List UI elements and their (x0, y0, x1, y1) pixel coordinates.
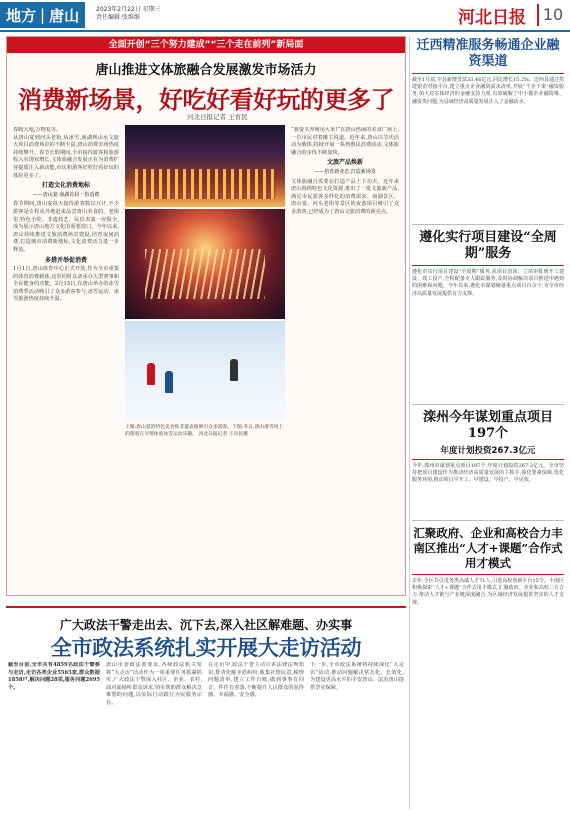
divider (412, 404, 564, 405)
page-header (0, 0, 570, 36)
newspaper-logo: 河北日报 (458, 8, 526, 28)
story-headline: 滦州今年谋划重点项目197个 (422, 410, 553, 441)
bottom-kicker: 广大政法干警走出去、沉下去,深入社区解难题、办实事 (59, 618, 353, 632)
story-rule (412, 459, 564, 460)
body-paragraph: 在走访中,政法干警主动宣讲法律法规知识,排查化解矛盾纠纷,收集社情民意,梳理问题清单,建立工作台账,做到事事有回音、件件有着落,不断提升人民群众的获得感、幸福感、安全感。 (208, 662, 304, 699)
right-story-2 (412, 230, 564, 400)
story-headline: 迁西精准服务畅通企业融资渠道 (416, 38, 560, 69)
bottom-column-3 (208, 662, 304, 810)
issue-editor: 责任编辑:张维维 (96, 14, 141, 21)
sub-heading: 打造文化消费地标 (41, 182, 90, 190)
section-separator: | (40, 6, 46, 24)
story-body: 去年,全区共引进各类高端人才71人,引进高校创新平台15个。丰南区积极探索“人才+课题”合作式用才模式,汇聚政府、企业和高校三方合力,推动人才链与产业链深度融合,为区域经济发展提供坚实的人才支撑。 (412, 578, 564, 606)
right-story-4 (412, 526, 564, 810)
section-tab (0, 2, 85, 28)
column-divider (409, 36, 410, 810)
lead-paragraph: 截至目前,全市共有4859名政法干警参与走访,走访各类企业5565家,群众数据1858户,解决问题28项,服务问题2695个。 (8, 662, 100, 691)
story-headline: 汇聚政府、企业和高校合力丰南区推出“人才+课题”合作式用才模式 (413, 526, 563, 570)
sub-heading: 多措并举促消费 (44, 256, 87, 264)
divider (412, 520, 564, 521)
photo-ski-slope (125, 321, 285, 421)
body-paragraph: 春节期间,唐山宴每天接待游客数以万计,不少游客是专程从外地赶来品尝唐山美食的。老街里,特色小吃、非遗技艺、民俗表演一应俱全,成为展示唐山地方文化的重要窗口。今年以来,唐山持续推进文旅消费场景建设,培育夜间消费,打造城市消费新地标,文化消费活力进一步释放。 (13, 201, 119, 253)
body-paragraph: 从唐山宴到河头老街,从冰雪,南湖到山水文旅大项目消费场景的不断丰富,唐山消费市场热度持续攀升。春节长假期间,全市接待游客和旅游收入实现双增长,文体旅融合发展正在为消费扩容提质注入新动能,市民和游客好吃好看好玩的体验更多了。 (13, 134, 119, 179)
skier-figure (230, 359, 238, 381)
story-subheadline: 年度计划投资267.3亿元 (440, 446, 536, 456)
bottom-headline: 全市政法系统扎实开展大走访活动 (50, 636, 362, 660)
sub-heading: 文旅产品焕新 (326, 159, 363, 167)
body-paragraph: “我要买养殖用大米!”在唐山热闹的美食广场上,一位市民对着摊主说道。近年来,唐山以节庆活动为载体,持续开展一系列惠民消费活动,文体旅融合的步伐不断加快。 (291, 127, 399, 156)
bottom-column-2 (106, 662, 202, 810)
main-kicker: 唐山推进文体旅融合发展激发市场活力 (95, 63, 317, 78)
sub-heading-note: ——唐山宴·南湖首屈一指消费 (32, 191, 100, 198)
story-body: 今年,滦州市谋划重点项目197个,年度计划投资267.3亿元。全市坚持把项目建设作为推动经济高质量发展的主抓手,强化要素保障,优化服务环境,推动项目早开工、早建设、早投产、早见效。 (412, 463, 564, 484)
body-paragraph: 下一步,全市政法系统将持续深化“大走访”活动,推动问题解决常态化、长效化,为建设更高水平的平安唐山、法治唐山提供坚实保障。 (310, 662, 404, 691)
bottom-column-4 (310, 662, 404, 810)
main-headline: 消费新场景，好吃好看好玩的更多了 (18, 86, 394, 114)
page-number: 10 (537, 4, 567, 26)
story-rule (412, 265, 564, 266)
bottom-story-rule (6, 606, 406, 608)
photo-food-street (125, 125, 285, 207)
main-byline: 河北日报记者 王育民 (187, 113, 248, 121)
main-article (6, 36, 406, 596)
story-rule (412, 574, 564, 575)
section-label: 地方 (6, 6, 37, 25)
skier-figure (165, 371, 173, 393)
photo-caption: 上图:唐山宴的特色美食和非遗表演吸引众多游客。下图:冬日,唐山滑雪场上的游客在尽情体验冰雪运动乐趣。 河北日报记者 王育民摄 (125, 425, 284, 437)
photo-block (125, 125, 285, 440)
skier-figure (147, 363, 155, 385)
right-story-1 (412, 38, 564, 218)
body-paragraph: 文体旅融合需要在打造产品上下功夫。近年来唐山围绕特色文化资源,推出了一批文旅新产品,满足市民游客多样化的消费需求。南湖景区、唐山宴、河头老街等景区的夜游项目吸引了众多游客,已经成为了唐山文旅消费的新亮点。 (291, 178, 399, 215)
issue-date: 2023年2月22日 星期三 (96, 6, 161, 13)
header-rule (0, 30, 570, 32)
divider (412, 224, 564, 225)
right-story-3 (412, 410, 564, 520)
photo-night-lanterns (125, 209, 285, 319)
bottom-column-1 (8, 662, 100, 810)
section-banner: 全面开创“三个努力建成”“三个走在前列”新局面 (7, 37, 405, 53)
issue-meta (96, 6, 161, 22)
story-headline: 遵化实行项目建设“全周期”服务 (419, 230, 557, 261)
story-rule (412, 73, 564, 74)
main-column-1 (13, 127, 119, 589)
story-body: 截至1月底,全县新增贷款33.46亿元,同比增长15.2%。迁西县通过搭建银企对接平台,建立重点企业融资需求清单,开展“千企千策”融资服务,加大对实体经济的金融支持力度,有效破解了中小微企业融资难、融资贵问题,为县域经济高质量发展注入了金融活水。 (412, 77, 564, 105)
main-column-2 (291, 127, 399, 589)
sub-heading-note: ——培育新业态,打造新场景 (314, 168, 376, 175)
body-paragraph: 唐山市委政法委要求,各级政法机关要将“大走访”活动作为一项重要任务抓紧抓实,广大政法干警深入社区、企业、农村,面对面倾听群众诉求,切实帮助群众解决急难愁盼问题,以实际行动践行为民服务宗旨。 (106, 662, 202, 706)
story-body: 遵化市实行项目建设“全周期”服务,从项目洽谈、立项审批到开工建设、竣工投产,全程配备专人跟踪服务,及时协调解决项目推进中遇到的困难和问题。今年以来,遵化市谋划储备重点项目百余个,为全市经济高质量发展提供有力支撑。 (412, 269, 564, 297)
region-label: 唐山 (49, 6, 80, 25)
body-paragraph: 1月1日,唐山体育中心正式开放,作为全市重要的体育消费载体,这里同时具备承办大型赛事和全民健身的功能。2月15日,在唐山举办的冰雪消费季活动吸引了众多游客参与,冰雪运动、冰雪旅游热度持续升温。 (13, 266, 119, 303)
lead-paragraph: 春暖大地,万物复苏。 (13, 127, 62, 133)
